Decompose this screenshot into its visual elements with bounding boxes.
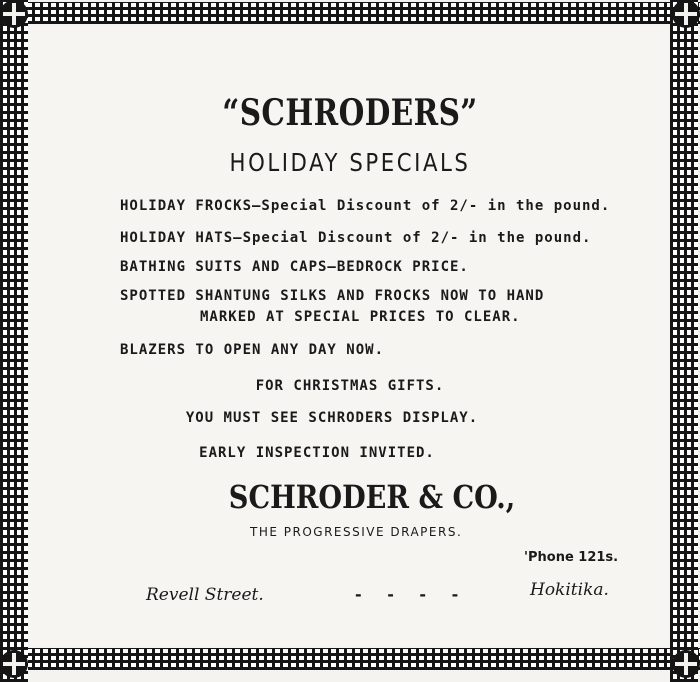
- offer-line: HOLIDAY FROCKS—Special Discount of 2/- in the pound.: [120, 198, 611, 214]
- border-left: [0, 0, 28, 682]
- street-address: Revell Street.: [146, 585, 264, 605]
- corner-ornament: [672, 0, 700, 28]
- centered-line: EARLY INSPECTION INVITED.: [199, 445, 435, 461]
- offer-line: HOLIDAY HATS—Special Discount of 2/- in the pound.: [120, 230, 592, 246]
- town-name: Hokitika.: [530, 580, 609, 600]
- offer-line: BLAZERS TO OPEN ANY DAY NOW.: [120, 342, 385, 358]
- corner-ornament: [0, 650, 28, 678]
- phone-number: 'Phone 121s.: [524, 550, 619, 565]
- corner-ornament: [672, 650, 700, 678]
- border-right: [670, 0, 698, 682]
- offer-line: MARKED AT SPECIAL PRICES TO CLEAR.: [200, 309, 521, 325]
- offer-line: BATHING SUITS AND CAPS—BEDROCK PRICE.: [120, 259, 469, 275]
- border-top: [0, 2, 700, 24]
- centered-line: YOU MUST SEE SCHRODERS DISPLAY.: [185, 410, 479, 426]
- offer-line: SPOTTED SHANTUNG SILKS AND FROCKS NOW TO HAND: [120, 288, 545, 304]
- company-tagline: THE PROGRESSIVE DRAPERS.: [250, 525, 463, 539]
- border-bottom: [0, 648, 700, 670]
- centered-line: FOR CHRISTMAS GIFTS.: [255, 378, 445, 394]
- corner-ornament: [0, 0, 28, 28]
- company-name: SCHRODER & CO.,: [228, 478, 516, 516]
- advert-title: “SCHRODERS”: [222, 92, 478, 134]
- advert-subtitle: HOLIDAY SPECIALS: [229, 148, 471, 177]
- separator-dashes: - - - -: [355, 585, 469, 604]
